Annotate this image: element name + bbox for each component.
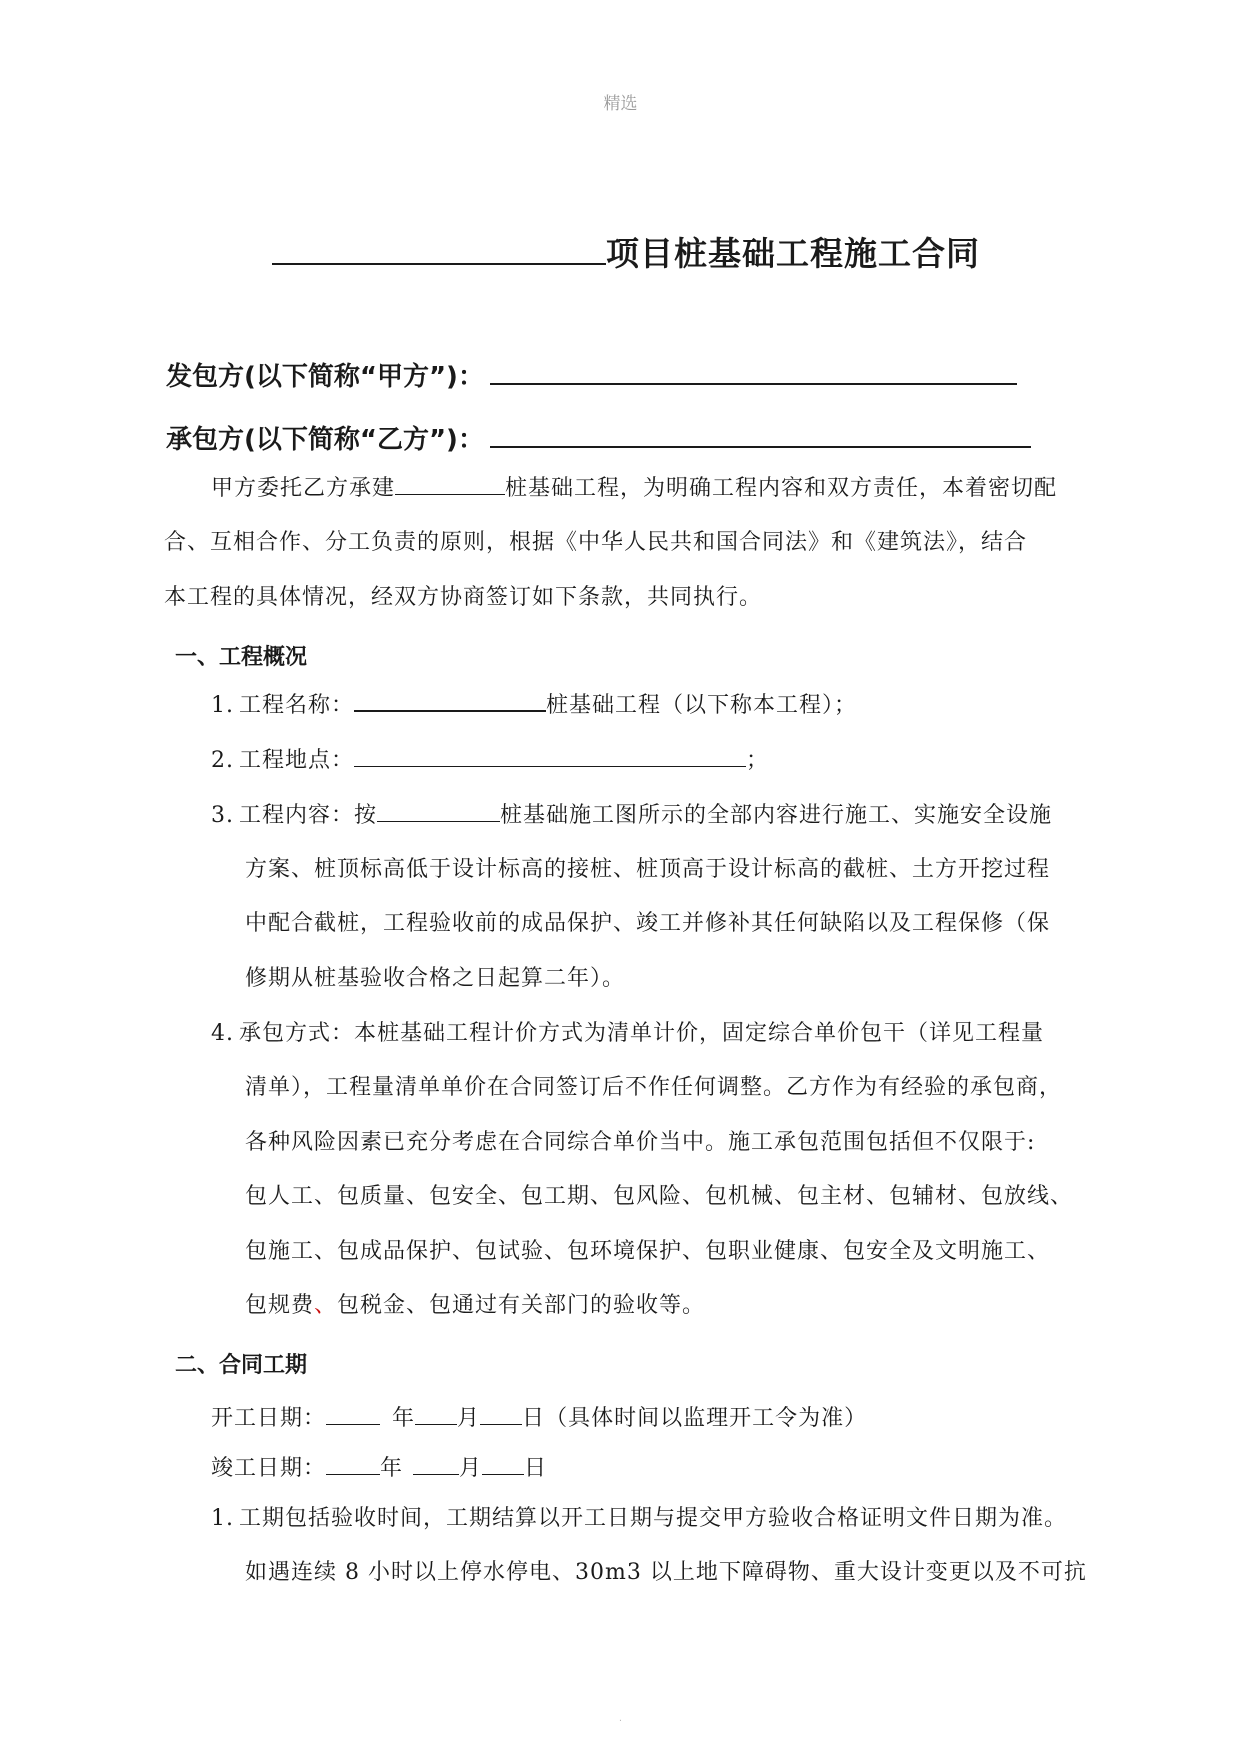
item-1-3-line-3: 中配合截桩，工程验收前的成品保护、竣工并修补其任何缺陷以及工程保修（保 bbox=[245, 911, 1051, 936]
end-year-field[interactable] bbox=[326, 1473, 380, 1475]
item-1-4-line-3: 各种风险因素已充分考虑在合同综合单价当中。施工承包范围包括但不仅限于: bbox=[245, 1130, 1036, 1155]
start-date-line bbox=[211, 1408, 867, 1430]
intro-post: 桩基础工程，为明确工程内容和双方责任，本着密切配 bbox=[505, 476, 1058, 501]
item-2-1-line-2: 如遇连续 8 小时以上停水停电、30m3 以上地下障碍物、重大设计变更以及不可抗 bbox=[245, 1560, 1087, 1585]
item-1-4-line-1: 承包方式：本桩基础工程计价方式为清单计价，固定综合单价包干（详见工程量 bbox=[239, 1021, 1045, 1046]
item-2-1-line-1: 工期包括验收时间，工期结算以开工日期与提交甲方验收合格证明文件日期为准。 bbox=[239, 1506, 1068, 1531]
item-1-4-line-6 bbox=[245, 1295, 705, 1317]
page-header-label: 精选 bbox=[603, 94, 638, 114]
party-a-label: 发包方(以下简称“甲方”)： bbox=[166, 362, 484, 392]
party-a-line bbox=[166, 356, 1017, 393]
project-location-field[interactable] bbox=[354, 765, 746, 767]
day-label: 日 bbox=[524, 1456, 548, 1481]
item-1-2-post: ； bbox=[746, 748, 770, 773]
page-footer-mark: . bbox=[618, 1713, 623, 1724]
item-number: 1. bbox=[211, 1506, 234, 1531]
item-2-1 bbox=[211, 1508, 1067, 1530]
item-1-3-post: 桩基础施工图所示的全部内容进行施工、实施安全设施 bbox=[500, 803, 1053, 828]
year-label: 年 bbox=[392, 1406, 416, 1431]
item-1-4-line-6b: 包税金、包通过有关部门的验收等。 bbox=[337, 1293, 706, 1318]
item-1-1-post: 桩基础工程（以下称本工程）； bbox=[546, 693, 858, 718]
day-label: 日 bbox=[522, 1406, 546, 1431]
start-date-label: 开工日期： bbox=[211, 1406, 327, 1431]
item-1-4-line-5: 包施工、包成品保护、包试验、包环境保护、包职业健康、包安全及文明施工、 bbox=[245, 1239, 1051, 1264]
item-1-4-line-4: 包人工、包质量、包安全、包工期、包风险、包机械、包主材、包辅材、包放线、 bbox=[245, 1184, 1074, 1209]
drawing-name-field[interactable] bbox=[377, 820, 500, 822]
start-year-field[interactable] bbox=[326, 1423, 380, 1425]
red-mark: 、 bbox=[314, 1293, 338, 1318]
end-day-field[interactable] bbox=[482, 1473, 524, 1475]
item-number: 3. bbox=[211, 803, 234, 828]
month-label: 月 bbox=[457, 1406, 481, 1431]
item-1-3-line-4: 修期从桩基验收合格之日起算二年）。 bbox=[245, 966, 626, 991]
year-label: 年 bbox=[380, 1456, 404, 1481]
party-b-label: 承包方(以下简称“乙方”)： bbox=[166, 425, 484, 455]
party-b-blank[interactable] bbox=[490, 445, 1031, 448]
item-number: 1. bbox=[211, 693, 234, 718]
section-2-heading: 二、合同工期 bbox=[175, 1353, 308, 1378]
end-date-label: 竣工日期： bbox=[211, 1456, 327, 1481]
item-1-3 bbox=[211, 805, 1052, 827]
project-name-blank[interactable] bbox=[272, 262, 606, 265]
start-month-field[interactable] bbox=[415, 1423, 457, 1425]
item-1-1 bbox=[211, 695, 857, 717]
item-number: 4. bbox=[211, 1021, 234, 1046]
item-1-4-line-6a: 包规费 bbox=[245, 1293, 315, 1318]
contract-title bbox=[272, 228, 980, 275]
intro-line-3: 本工程的具体情况，经双方协商签订如下条款，共同执行。 bbox=[164, 585, 763, 610]
end-date-line bbox=[211, 1458, 547, 1480]
item-1-1-pre: 工程名称： bbox=[239, 693, 355, 718]
party-a-blank[interactable] bbox=[490, 382, 1017, 385]
item-1-4 bbox=[211, 1023, 1044, 1045]
intro-line-1 bbox=[211, 478, 1057, 500]
intro-project-blank[interactable] bbox=[395, 493, 505, 495]
project-name-field[interactable] bbox=[354, 709, 546, 712]
intro-line-2: 合、互相合作、分工负责的原则，根据《中华人民共和国合同法》和《建筑法》，结合 bbox=[164, 530, 1028, 555]
intro-pre: 甲方委托乙方承建 bbox=[211, 476, 396, 501]
start-date-note: （具体时间以监理开工令为准） bbox=[545, 1406, 868, 1431]
party-b-line bbox=[166, 419, 1031, 456]
item-1-3-pre: 工程内容：按 bbox=[239, 803, 378, 828]
item-1-2-pre: 工程地点： bbox=[239, 748, 355, 773]
item-number: 2. bbox=[211, 748, 234, 773]
section-1-heading: 一、工程概况 bbox=[175, 645, 308, 670]
item-1-3-line-2: 方案、桩顶标高低于设计标高的接桩、桩顶高于设计标高的截桩、土方开挖过程 bbox=[245, 857, 1051, 882]
title-text: 项目桩基础工程施工合同 bbox=[606, 234, 980, 273]
end-month-field[interactable] bbox=[413, 1473, 459, 1475]
month-label: 月 bbox=[459, 1456, 483, 1481]
item-1-2 bbox=[211, 750, 769, 772]
item-1-4-line-2: 清单），工程量清单单价在合同签订后不作任何调整。乙方作为有经验的承包商， bbox=[245, 1075, 1063, 1100]
start-day-field[interactable] bbox=[480, 1423, 522, 1425]
